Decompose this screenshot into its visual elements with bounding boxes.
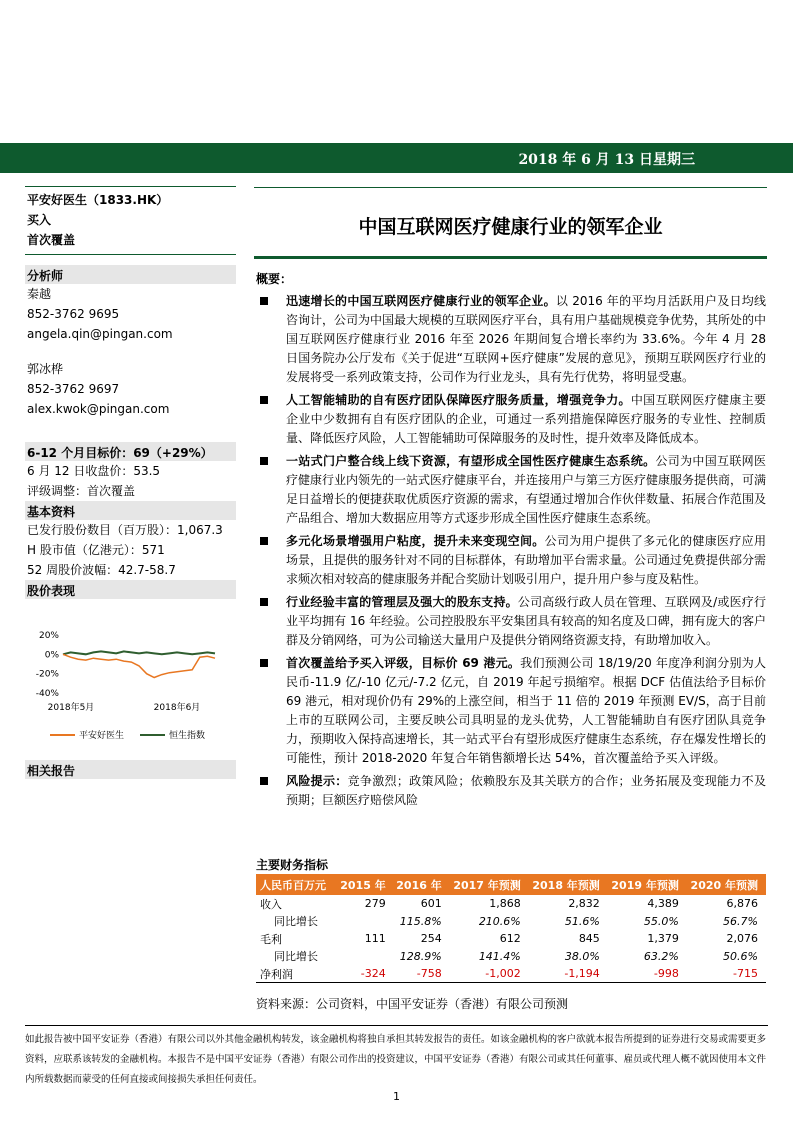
- column-header: 2018 年预测: [529, 874, 608, 895]
- analyst-name: 郭冰桦: [27, 362, 64, 376]
- analyst-name: 秦越: [27, 287, 52, 301]
- table-cell: 51.6%: [564, 914, 600, 928]
- table-cell: 56.7%: [723, 914, 758, 928]
- shares-outstanding: 已发行股份数目（百万股）：1,067.3: [27, 523, 223, 537]
- report-title: 中国互联网医疗健康行业的领军企业: [358, 216, 663, 238]
- bullet-body: 以 2016 年的平均月活跃用户及日均线咨询计，公司为中国最大规模的互联网医疗平台，具有用户基础规模竞争优势，其所处的中国互联网医疗健康行业 2016 年至 2026 年期间复合增长率约为 33.6%。今年 4 月 28 日国务院办公厅发布《关于促进“互联网+医疗健康”发展的意见》，预期互联网医疗行业的发展将受一系列政策支持，公司作为行业龙头，具有先行优势，将明显受惠。: [286, 294, 767, 384]
- table-cell: 2,832: [568, 897, 600, 911]
- stock-name: 平安好医生（1833.HK）: [27, 193, 169, 207]
- table-row: [256, 930, 766, 948]
- summary: [256, 270, 766, 814]
- table-cell: 128.9%: [399, 949, 442, 963]
- summary-bullet: [256, 593, 766, 650]
- target-price-heading: 6-12 个月目标价：69（+29%）: [25, 442, 236, 461]
- bullet-lead: 首次覆盖给予买入评级，目标价 69 港元。: [286, 656, 521, 670]
- header-bar: [0, 143, 793, 173]
- table-cell: 同比增长: [274, 950, 318, 964]
- table-cell: 141.4%: [478, 949, 521, 963]
- table-cell: 38.0%: [564, 949, 600, 963]
- column-header: 2017 年预测: [450, 874, 529, 895]
- table-row: [256, 948, 766, 966]
- table-cell: 111: [364, 932, 386, 946]
- table-cell: -324: [338, 965, 394, 983]
- x-tick-label: 2018年6月: [153, 703, 201, 713]
- divider: [25, 186, 236, 187]
- close-price: 6 月 12 日收盘价：53.5: [27, 464, 161, 478]
- series-line-index: [63, 651, 215, 654]
- left-sidebar: [25, 186, 236, 599]
- price-range: 52 周股价波幅：42.7-58.7: [27, 563, 176, 577]
- legend-index-label: 恒生指数: [169, 731, 206, 741]
- table-cell: 845: [578, 932, 600, 946]
- legend-stock-label: 平安好医生: [79, 731, 125, 741]
- price-performance-heading: 股价表现: [25, 580, 236, 599]
- table-cell: 210.6%: [478, 914, 521, 928]
- bullet-body: 中国互联网医疗健康主要企业中少数拥有自有医疗团队的企业，可通过一系列措施保障医疗服务的专业性、控制质量、降低医疗风险，人工智能辅助可保障服务的及时性，提升效率及降低成本。: [286, 393, 766, 445]
- table-cell: 279: [364, 897, 386, 911]
- analyst-phone: 852-3762 9695: [27, 307, 120, 321]
- table-cell: 55.0%: [643, 914, 679, 928]
- bullet-square-icon: [260, 777, 268, 785]
- bullet-square-icon: [260, 396, 268, 404]
- analyst-heading: 分析师: [25, 265, 236, 284]
- table-cell: 同比增长: [274, 915, 318, 929]
- table-cell: -1,002: [450, 965, 529, 983]
- column-header: 2019 年预测: [608, 874, 687, 895]
- data-source: 资料来源：公司资料，中国平安证券（香港）有限公司预测: [256, 997, 569, 1011]
- bullet-square-icon: [260, 457, 268, 465]
- table-cell: 254: [420, 932, 442, 946]
- basic-info-heading: 基本资料: [25, 501, 236, 520]
- bullet-body: 竞争激烈；政策风险；依赖股东及其关联方的合作；业务拓展及变现能力不及预期；巨额医疗赔偿风险: [286, 774, 766, 807]
- page-number: 1: [393, 1090, 400, 1103]
- summary-bullet: [256, 292, 766, 387]
- column-header: 2015 年: [338, 874, 394, 895]
- bullet-body: 公司为用户提供了多元化的健康医疗应用场景，且提供的服务针对不同的目标群体，有助增加平台需求量。公司通过免费提供部分需求频次相对较高的健康服务并配合奖励计划吸引用户，提升用户参与度及粘性。: [286, 534, 767, 586]
- table-cell: 1,379: [647, 932, 679, 946]
- table-row: [256, 895, 766, 913]
- table-row: [256, 965, 766, 983]
- market-cap: H 股市值（亿港元）：571: [27, 543, 165, 557]
- bullet-body: 公司高级行政人员在管理、互联网及/或医疗行业平均拥有 16 年经验。公司控股股东平安集团具有较高的知名度及口碑，拥有庞大的客户群及分销网络，可为公司输送大量用户及提供分销网络资源支持，有助增加收入。: [286, 595, 766, 647]
- table-cell: [338, 913, 394, 931]
- table-cell: -1,194: [529, 965, 608, 983]
- table-cell: 收入: [260, 897, 282, 911]
- bullet-lead: 迅速增长的中国互联网医疗健康行业的领军企业。: [286, 294, 556, 308]
- x-tick-label: 2018年5月: [47, 703, 95, 713]
- price-performance-chart: [25, 625, 236, 745]
- bullet-lead: 行业经验丰富的管理层及强大的股东支持。: [286, 595, 518, 609]
- summary-bullet: [256, 391, 766, 448]
- bullet-square-icon: [260, 598, 268, 606]
- bullet-square-icon: [260, 537, 268, 545]
- bullet-lead: 风险提示：: [286, 774, 348, 788]
- y-tick-label: -20%: [35, 669, 59, 680]
- title-box: [254, 187, 767, 259]
- bullet-body: 公司为中国互联网医疗健康行业内领先的一站式医疗健康平台，并连接用户与第三方医疗健康服务提供商，可满足日益增长的便捷获取优质医疗资源的需求，有望通过增加合作伙伴数量、拓展合作范围及产品组合、增加大数据应用等方式逐步形成全国性医疗健康生态系统。: [286, 454, 767, 525]
- bullet-square-icon: [260, 659, 268, 667]
- table-cell: 净利润: [256, 965, 338, 983]
- y-tick-label: 20%: [38, 631, 59, 641]
- financials-title: 主要财务指标: [256, 858, 329, 872]
- bullet-lead: 多元化场景增强用户粘度，提升未来变现空间。: [286, 534, 545, 548]
- y-tick-label: 0%: [44, 650, 59, 661]
- table-cell: [338, 948, 394, 966]
- coverage: 首次覆盖: [27, 233, 76, 247]
- overview-label: 概要：: [256, 272, 293, 286]
- table-cell: -715: [687, 965, 766, 983]
- summary-bullet: [256, 772, 766, 810]
- table-cell: 1,868: [489, 897, 521, 911]
- column-header: 2020 年预测: [687, 874, 766, 895]
- summary-bullet: [256, 532, 766, 589]
- rating-adjustment: 评级调整：首次覆盖: [27, 484, 136, 498]
- bullet-square-icon: [260, 297, 268, 305]
- rating: 买入: [27, 213, 52, 227]
- bullet-lead: 一站式门户整合线上线下资源，有望形成全国性医疗健康生态系统。: [286, 454, 656, 468]
- report-date: 2018 年 6 月 13 日星期三: [518, 152, 695, 168]
- table-cell: 50.6%: [723, 949, 758, 963]
- column-header: 人民币百万元: [256, 874, 338, 895]
- table-cell: 6,876: [726, 897, 758, 911]
- table-cell: 115.8%: [399, 914, 442, 928]
- analyst-email[interactable]: alex.kwok@pingan.com: [27, 402, 170, 416]
- summary-bullet: [256, 452, 766, 528]
- series-line-stock: [63, 654, 215, 677]
- table-cell: 毛利: [260, 932, 282, 946]
- table-cell: 601: [420, 897, 442, 911]
- column-header: 2016 年: [394, 874, 450, 895]
- summary-bullet: [256, 654, 766, 768]
- table-cell: 612: [499, 932, 521, 946]
- related-reports-heading: 相关报告: [25, 760, 236, 779]
- table-row: [256, 913, 766, 931]
- table-cell: 2,076: [726, 932, 758, 946]
- table-cell: -998: [608, 965, 687, 983]
- bullet-body: 我们预测公司 18/19/20 年度净利润分别为人民币-11.9 亿/-10 亿元/-7.2 亿元，自 2019 年起亏损缩窄。根据 DCF 估值法给予目标价 69 港元，相对现价仍有 29%的上涨空间，相当于 11 倍的 2019 年预测 EV/S，高于目前上市的互联网公司，主要反映公司具明显的龙头优势，人工智能辅助自有医疗团队具竞争力，预期收入保持高速增长，其一站式平台有望形成医疗健康生态系统，存在爆发性增长的可能性，预计 2018-2020 年复合年销售额增长达 54%，首次覆盖给予买入评级。: [286, 656, 767, 765]
- disclaimer: 如此报告被中国平安证券（香港）有限公司以外其他金融机构转发，该金融机构将独自承担其转发报告的责任。如该金融机构的客户欲就本报告所提到的证券进行交易或需要更多资料，应联系该转发的金融机构。本报告不是中国平安证券（香港）有限公司作出的投资建议，中国平安证券（香港）有限公司或其任何董事、雇员或代理人概不就因使用本文件内所载数据而蒙受的任何直接或间接损失承担任何责任。: [25, 1025, 768, 1090]
- financials-table: [256, 874, 766, 983]
- bullet-lead: 人工智能辅助的自有医疗团队保障医疗服务质量，增强竞争力。: [286, 393, 631, 407]
- analyst-phone: 852-3762 9697: [27, 382, 120, 396]
- y-tick-label: -40%: [35, 689, 59, 699]
- table-cell: -758: [394, 965, 450, 983]
- table-cell: 63.2%: [643, 949, 679, 963]
- divider: [25, 254, 236, 255]
- analyst-email[interactable]: angela.qin@pingan.com: [27, 327, 173, 341]
- table-cell: 4,389: [647, 897, 679, 911]
